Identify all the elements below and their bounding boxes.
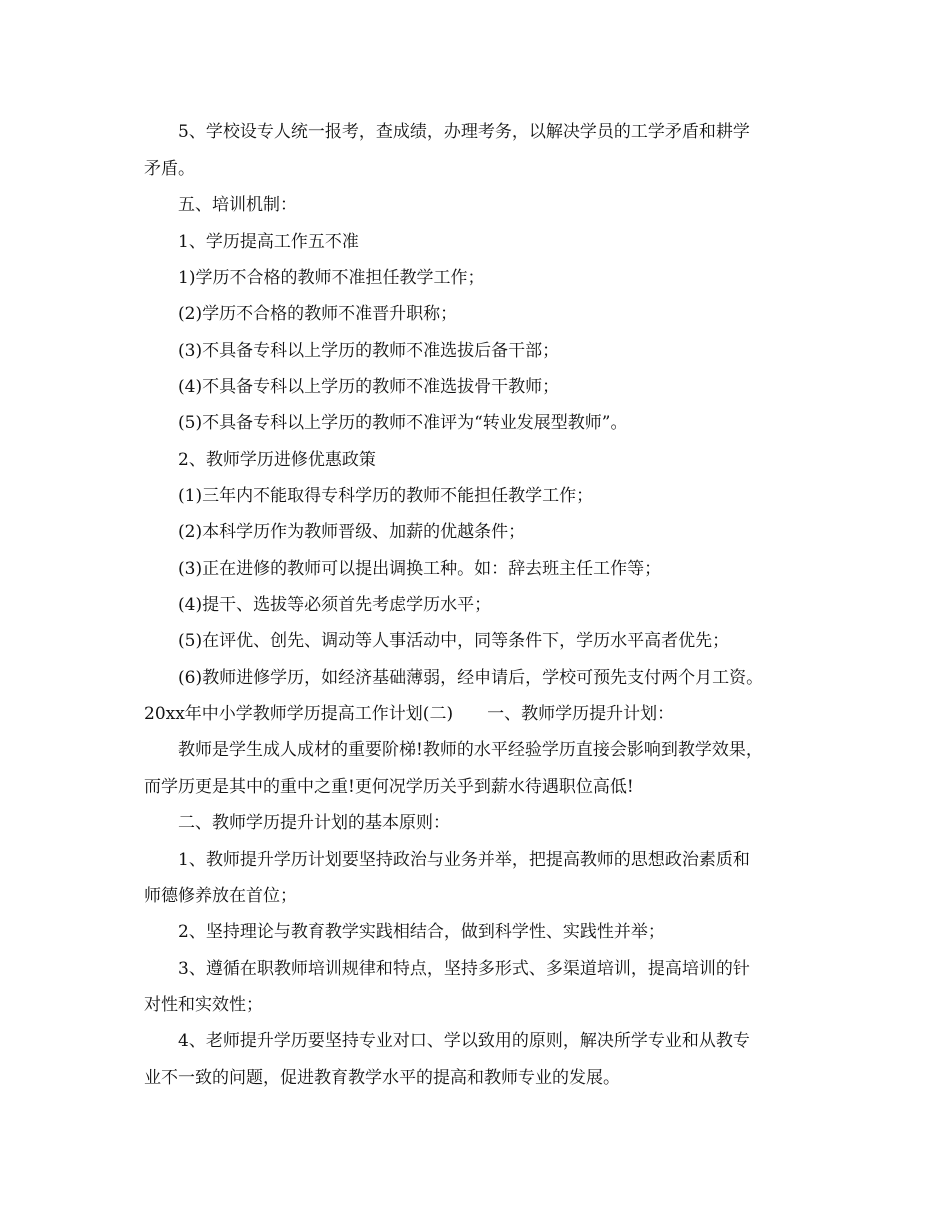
- paragraph-line: 4、老师提升学历要坚持专业对口、学以致用的原则，解决所学专业和从教专: [178, 1031, 750, 1051]
- subsection-heading: 2、教师学历进修优惠政策: [178, 450, 376, 470]
- paragraph-line: 5、学校设专人统一报考，查成绩，办理考务，以解决学员的工学矛盾和耕学: [178, 122, 750, 142]
- paragraph-line: 1、教师提升学历计划要坚持政治与业务并举，把提高教师的思想政治素质和: [178, 850, 750, 870]
- list-item: 1)学历不合格的教师不准担任教学工作；: [178, 268, 485, 288]
- section-heading: 二、教师学历提升计划的基本原则：: [178, 813, 450, 833]
- list-item: (3)不具备专科以上学历的教师不准选拔后备干部；: [178, 341, 560, 361]
- paragraph-line: 业不一致的问题，促进教育教学水平的提高和教师专业的发展。: [144, 1068, 620, 1088]
- list-item: (5)不具备专科以上学历的教师不准评为“转业发展型教师”。: [178, 413, 628, 433]
- paragraph-line: 而学历更是其中的重中之重!更何况学历关乎到薪水待遇职位高低!: [144, 777, 634, 797]
- paragraph-line: 矛盾。: [144, 159, 195, 179]
- section-heading: 五、培训机制：: [178, 195, 297, 215]
- list-item: (1)三年内不能取得专科学历的教师不能担任教学工作；: [178, 486, 594, 506]
- paragraph-line: 2、坚持理论与教育教学实践相结合，做到科学性、实践性并举；: [178, 922, 665, 942]
- list-item: (3)正在进修的教师可以提出调换工种。如：辞去班主任工作等；: [178, 559, 662, 579]
- list-item: (2)学历不合格的教师不准晋升职称；: [178, 304, 458, 324]
- subsection-heading: 1、学历提高工作五不准: [178, 232, 359, 252]
- list-item: (5)在评优、创先、调动等人事活动中，同等条件下，学历水平高者优先；: [178, 631, 730, 651]
- paragraph-line: 教师是学生成人成材的重要阶梯!教师的水平经验学历直接会影响到教学效果，: [178, 740, 763, 760]
- paragraph-line: 对性和实效性；: [144, 995, 263, 1015]
- list-item: (6)教师进修学历，如经济基础薄弱，经申请后，学校可预先支付两个月工资。: [178, 668, 764, 688]
- paragraph-line: 师德修养放在首位；: [144, 886, 297, 906]
- document-title: 20xx年中小学教师学历提高工作计划(二) 一、教师学历提升计划：: [144, 704, 675, 724]
- list-item: (4)不具备专科以上学历的教师不准选拔骨干教师；: [178, 377, 560, 397]
- list-item: (4)提干、选拔等必须首先考虑学历水平；: [178, 595, 492, 615]
- list-item: (2)本科学历作为教师晋级、加薪的优越条件；: [178, 522, 526, 542]
- paragraph-line: 3、遵循在职教师培训规律和特点，坚持多形式、多渠道培训，提高培训的针: [178, 959, 750, 979]
